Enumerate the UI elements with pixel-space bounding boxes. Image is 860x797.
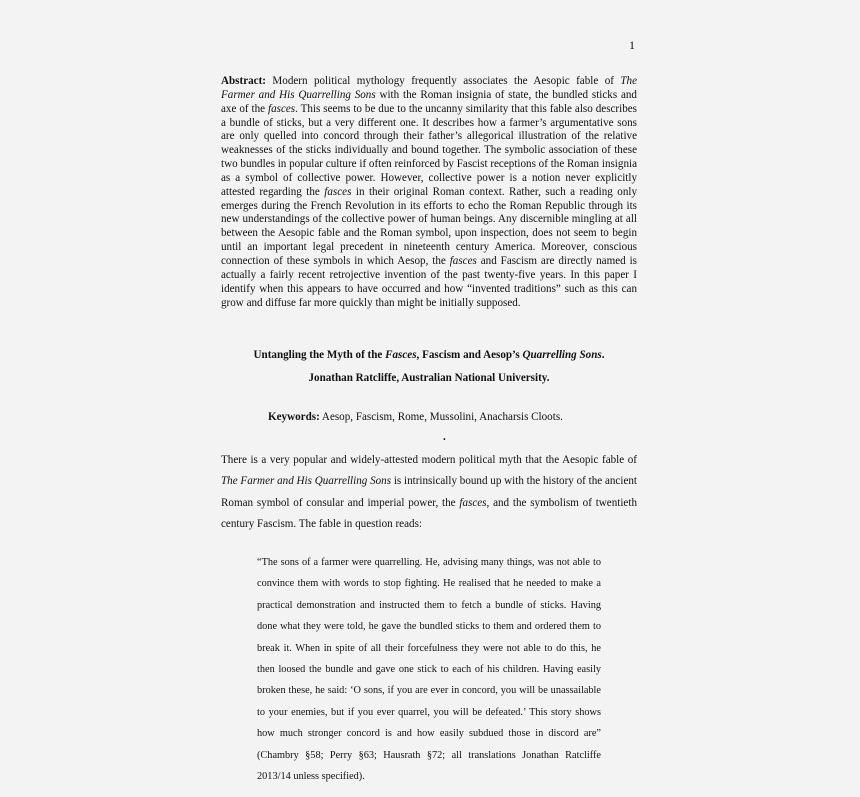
author-line: Jonathan Ratcliffe, Australian National University. bbox=[308, 372, 550, 384]
abstract-text-4: in their original Roman context. Rather, such a reading only emerges during the French Revolution in its efforts to echo the Roman Republic through its new understandings of the collective power of human beings. Any discernible mingling at all between the Aesopic fable and the Roman symbol, upon inspection, does not seem to begin until an important legal precedent in nineteenth century America. Moreover, conscious connection of these symbols in which Aesop, the bbox=[221, 185, 637, 267]
page-number: 1 bbox=[629, 38, 635, 52]
body-fable-title: The Farmer and His Quarrelling Sons bbox=[221, 475, 392, 488]
body-text-2: is intrinsically bound up with the history of the ancient Roman symbol of consular and imperial power, the bbox=[221, 475, 637, 509]
abstract-paragraph bbox=[221, 75, 637, 310]
abstract-fasces-3: fasces bbox=[449, 254, 477, 267]
body-fasces: fasces bbox=[459, 496, 487, 509]
abstract-fasces-2: fasces bbox=[324, 185, 352, 198]
paper-title bbox=[221, 349, 637, 361]
title-suffix: . bbox=[601, 349, 605, 361]
keywords-line bbox=[268, 411, 563, 423]
abstract-fable-title: The Farmer and His Quarrelling Sons bbox=[221, 75, 637, 101]
abstract-text-1: Modern political mythology frequently associates the Aesopic fable of bbox=[265, 75, 621, 87]
block-quote: “The sons of a farmer were quarrelling. He, advising many things, was not able to convince them with words to stop fighting. He realised that he needed to make a practical demonstration and instructed them to fetch a bundle of sticks. Having done what they were told, he gave the bundled sticks to them and ordered them to break it. When in spite of all their forcefulness they were not able to do this, he then loosed the bundle and gave one stick to each of his children. Having easily broken these, he said: ‘O sons, if you are ever in concord, you will be unassailable to your enemies, but if you ever quarrel, you will be defeated.’ This story shows how much stronger concord is and how easily subdued those in discord are” (Chambry §58; Perry §63; Hausrath §72; all translations Jonathan Ratcliffe 2013/14 unless specified). bbox=[257, 557, 601, 783]
section-separator: . bbox=[443, 431, 446, 443]
keywords-text: Aesop, Fascism, Rome, Mussolini, Anacharsis Cloots. bbox=[319, 411, 563, 423]
title-prefix: Untangling the Myth of the bbox=[253, 349, 386, 361]
body-text-1: There is a very popular and widely-attested modern political myth that the Aesopic fable of bbox=[221, 454, 637, 466]
abstract-text-3: . This seems to be due to the uncanny similarity that this fable also describes a bundle of sticks, but a very different one. It describes how a farmer’s argumentative sons are only quelled into concord through their father’s allegorical illustration of the relative weaknesses of the sticks individually and bound together. The symbolic association of these two bundles in popular culture if often reinforced by Fascist receptions of the Roman insignia as a symbol of collective power. However, collective power is a notion never explicitly attested regarding the bbox=[221, 102, 637, 198]
body-paragraph bbox=[221, 450, 637, 536]
keywords-label: Keywords: bbox=[268, 411, 320, 423]
body-text-3: , and the symbolism of twentieth century Fascism. The fable in question reads: bbox=[221, 496, 637, 531]
abstract-text-2: with the Roman insignia of state, the bundled sticks and axe of the bbox=[221, 88, 637, 115]
abstract-label: Abstract: bbox=[221, 75, 266, 87]
title-fasces: Fasces bbox=[385, 349, 417, 361]
abstract-text-5: and Fascism are directly named is actually a fairly recent retrojective invention of the past twenty-five years. In this paper I identify when this appears to have occurred and how “invented traditions” such as this can grow and diffuse far more quickly than might be initially supposed. bbox=[221, 254, 638, 309]
abstract-fasces-1: fasces bbox=[268, 102, 296, 115]
title-middle: , Fascism and Aesop’s bbox=[416, 349, 523, 361]
title-quarrelling-sons: Quarrelling Sons bbox=[522, 349, 602, 361]
